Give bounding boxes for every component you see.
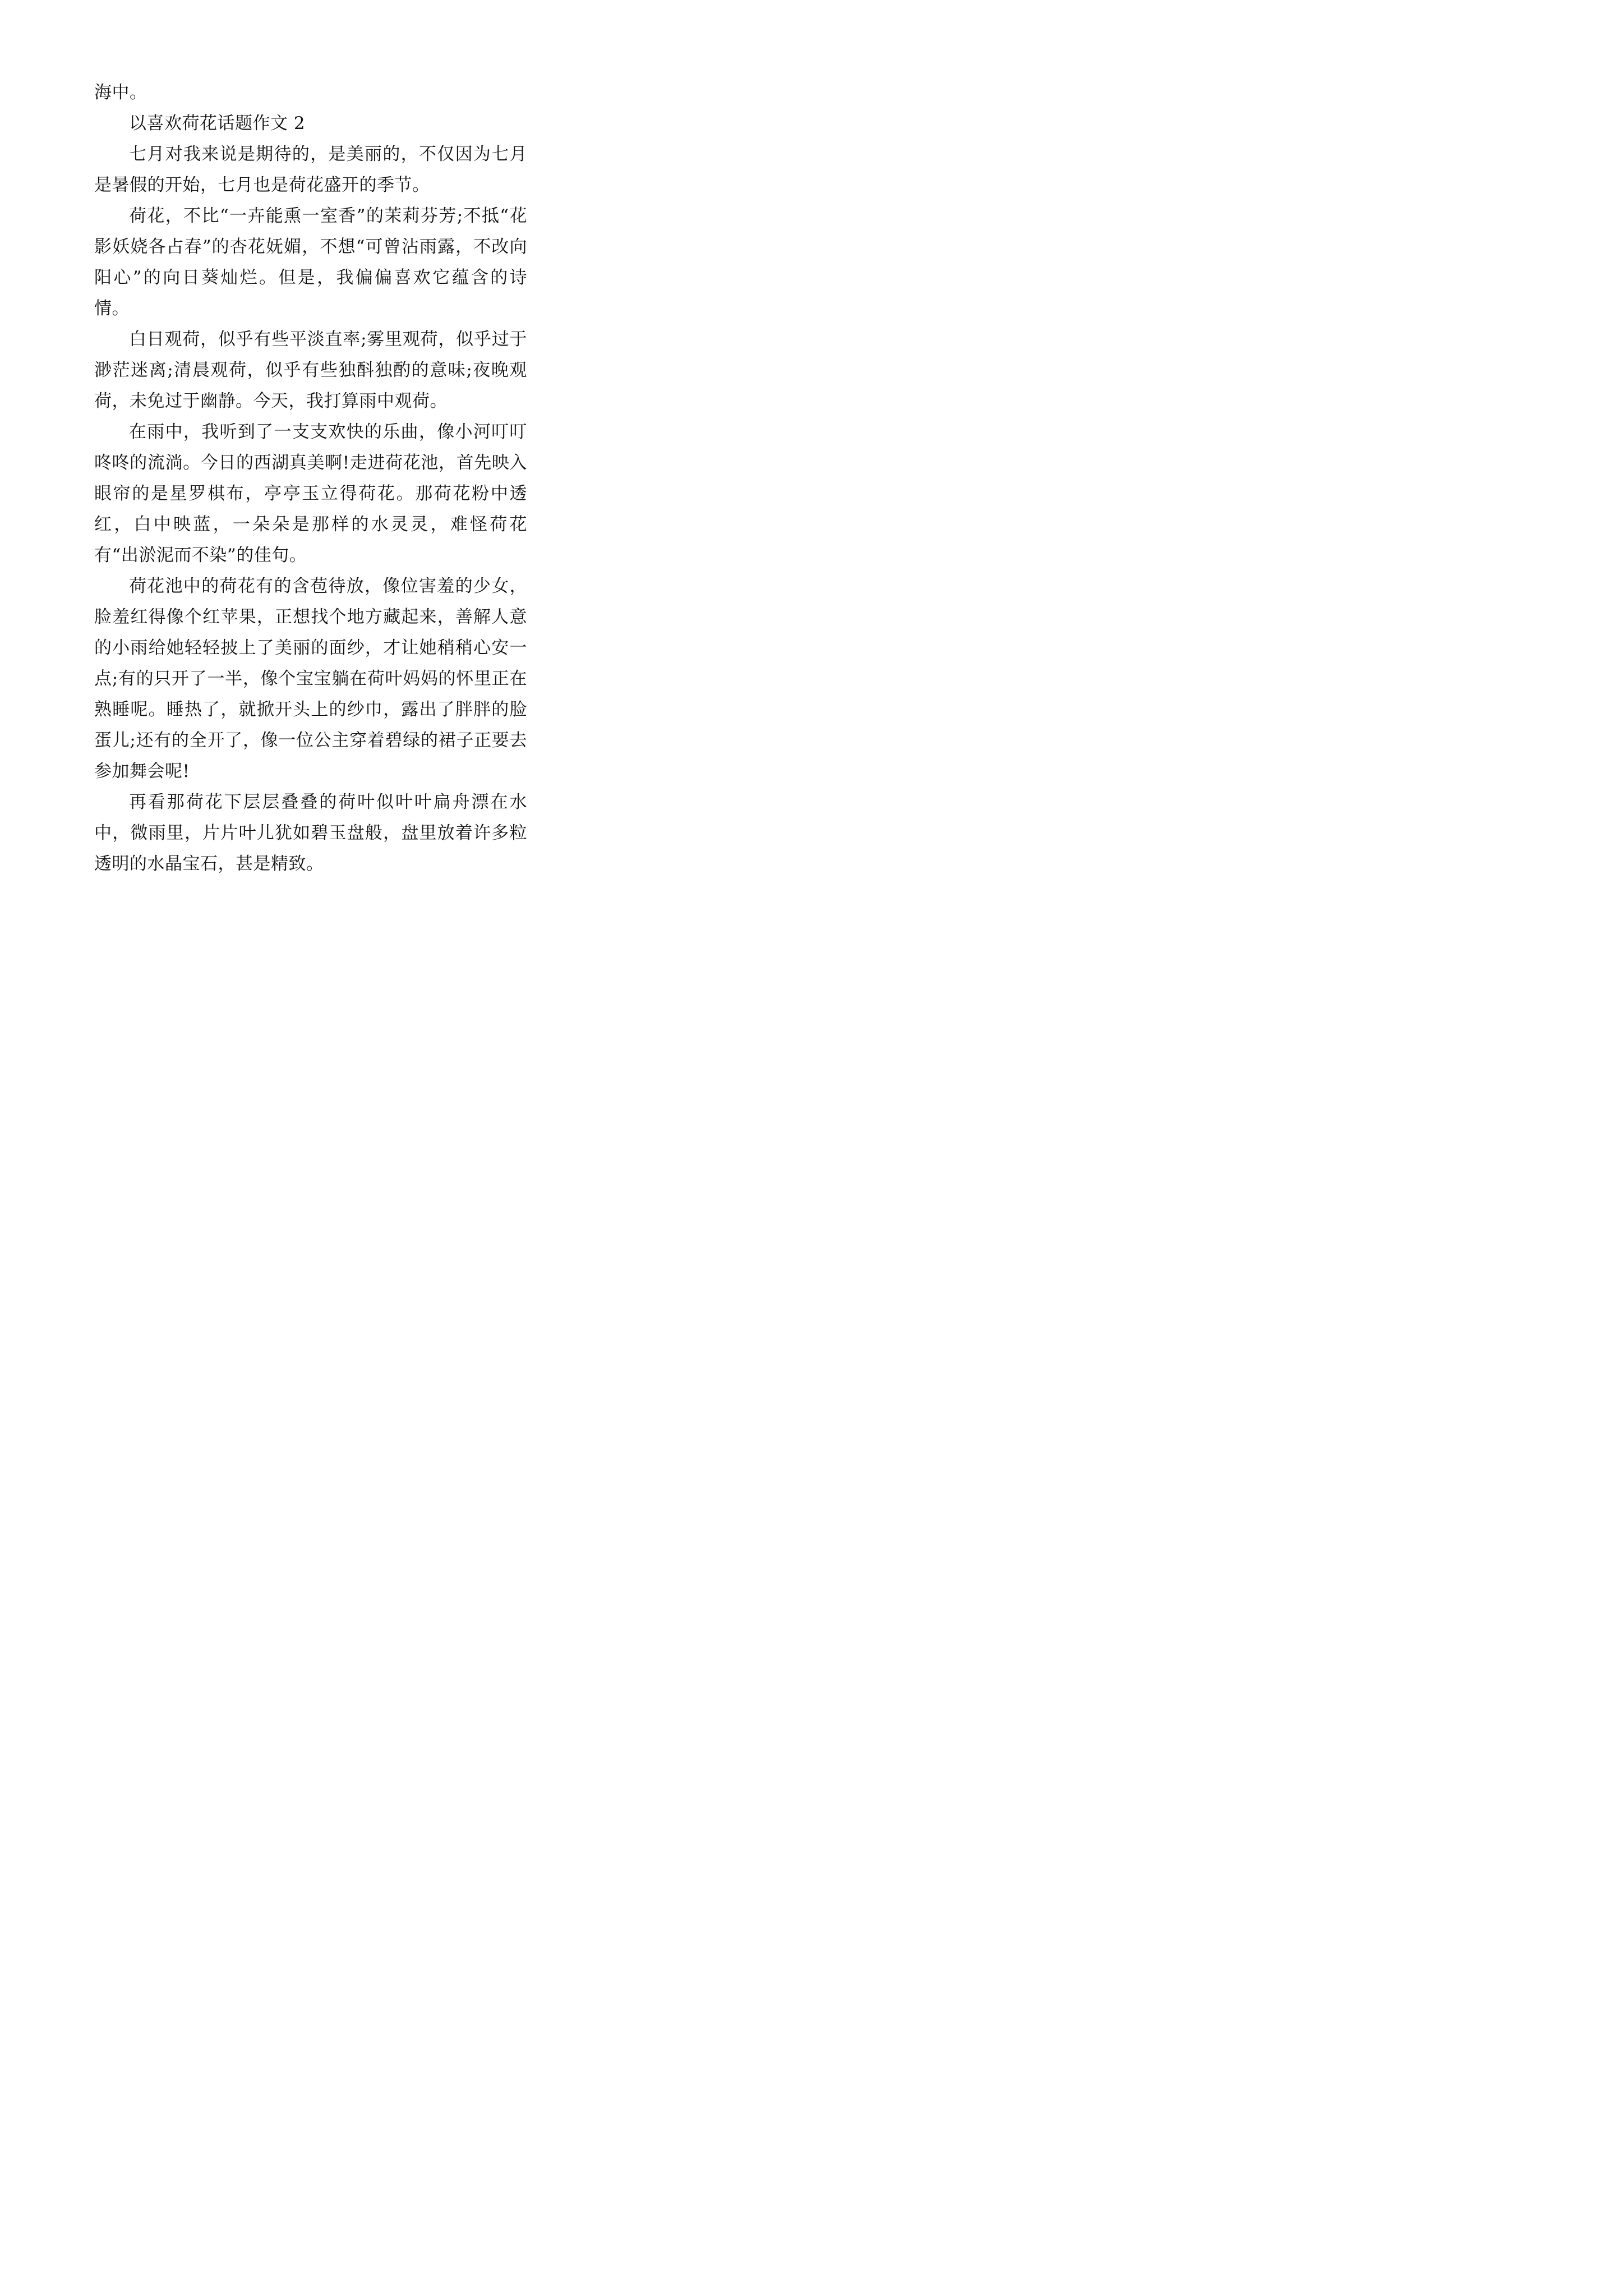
paragraph: 再看那荷花下层层叠叠的荷叶似叶叶扁舟漂在水中，微雨里，片片叶儿犹如碧玉盘般，盘里放着许多粒透明的水晶宝石，甚是精致。 — [94, 792, 527, 874]
document-page — [0, 0, 617, 873]
essay-heading: 以喜欢荷花话题作文 2 — [129, 113, 306, 134]
paragraph: 七月对我来说是期待的，是美丽的，不仅因为七月是暑假的开始，七月也是荷花盛开的季节。 — [94, 144, 527, 195]
essay-body — [94, 77, 527, 880]
paragraph: 在雨中，我听到了一支支欢快的乐曲，像小河叮叮咚咚的流淌。今日的西湖真美啊!走进荷花池，首先映入眼帘的是星罗棋布，亭亭玉立得荷花。那荷花粉中透红，白中映蓝，一朵朵是那样的水灵灵，难怪荷花有“出淤泥而不染”的佳句。 — [94, 422, 527, 565]
continuation-line: 海中。 — [94, 82, 147, 103]
paragraph: 荷花，不比“一卉能熏一室香”的茉莉芬芳;不抵“花影妖娆各占春”的杏花妩媚，不想“可曾沾雨露，不改向阳心”的向日葵灿烂。但是，我偏偏喜欢它蕴含的诗情。 — [94, 206, 527, 319]
paragraph: 白日观荷，似乎有些平淡直率;雾里观荷，似乎过于渺茫迷离;清晨观荷，似乎有些独酙独酌的意味;夜晚观荷，未免过于幽静。今天，我打算雨中观荷。 — [94, 329, 527, 411]
paragraph: 荷花池中的荷花有的含苞待放，像位害羞的少女，脸羞红得像个红苹果，正想找个地方藏起来，善解人意的小雨给她轻轻披上了美丽的面纱，才让她稍稍心安一点;有的只开了一半，像个宝宝躺在荷叶妈妈的怀里正在熟睡呢。睡热了，就掀开头上的纱巾，露出了胖胖的脸蛋儿;还有的全开了，像一位公主穿着碧绿的裙子正要去参加舞会呢! — [94, 576, 527, 781]
